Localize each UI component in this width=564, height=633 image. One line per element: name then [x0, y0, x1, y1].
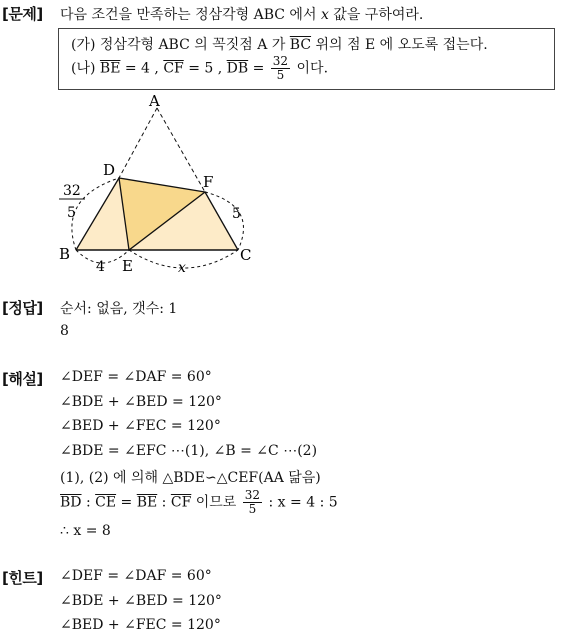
hint-label: [힌트]: [2, 569, 43, 587]
cond2-be: $\overline{BE}$: [99, 60, 121, 77]
label-b: B: [59, 245, 71, 263]
dashed-ad: [119, 108, 157, 178]
cond2-cf-val: = 5 ,: [183, 60, 227, 77]
sol6-colon1: :: [81, 494, 96, 511]
solution-line-6: [60, 489, 338, 516]
sol6-cf: $\overline{CF}$: [170, 494, 192, 511]
sol6-eq: =: [116, 494, 137, 511]
answer-line-2: 8: [60, 323, 69, 339]
solution-line-2: ∠BDE + ∠BED = 120°: [60, 394, 222, 410]
triangle-figure: [0, 0, 564, 290]
hint-line-1: ∠DEF = ∠DAF = 60°: [60, 568, 212, 584]
cond1-post: 위의 점 E 에 오도록 접는다.: [311, 37, 488, 53]
solution-line-7: ∴ x = 8: [60, 523, 111, 539]
cond2-pre: (나): [71, 60, 100, 77]
sol6-be: $\overline{BE}$: [136, 494, 158, 511]
label-f: F: [203, 173, 214, 191]
cond1-pre: (가) 정삼각형 ABC 의 꼭짓점 A 가: [71, 37, 290, 53]
cond2-db-eq: =: [248, 60, 269, 77]
label-d: D: [103, 161, 116, 179]
hint-line-2: ∠BDE + ∠BED = 120°: [60, 593, 222, 609]
cond2-db-num: 32: [272, 54, 289, 68]
statement-post: 값을 구하여라.: [328, 7, 424, 23]
sol6-fraction: [243, 489, 262, 516]
label-bd-num: 32: [63, 183, 81, 199]
answer-line-1: 순서: 없음, 갯수: 1: [60, 301, 178, 317]
statement-var: x: [320, 7, 329, 23]
sol6-bd: $\overline{BD}$: [60, 494, 82, 511]
label-c: C: [240, 246, 252, 264]
label-be: 4: [96, 259, 105, 275]
sol6-ce: $\overline{CE}$: [95, 494, 117, 511]
cond2-be-val: = 4 ,: [120, 60, 164, 77]
cond2-post: 이다.: [292, 60, 329, 77]
solution-line-1: ∠DEF = ∠DAF = 60°: [60, 369, 212, 385]
answer-label: [정답]: [2, 299, 43, 317]
solution-label: [해설]: [2, 370, 43, 388]
label-e: E: [122, 257, 133, 275]
label-bd-den: 5: [67, 205, 76, 221]
label-a: A: [149, 92, 160, 110]
sol6-num: 32: [244, 488, 261, 502]
cond1-bc: $\overline{BC}$: [289, 37, 312, 53]
solution-line-5: (1), (2) 에 의해 △BDE∽△CEF(AA 닮음): [60, 470, 321, 486]
problem-label: [문제]: [2, 5, 43, 23]
solution-line-4: ∠BDE = ∠EFC ⋯(1), ∠B = ∠C ⋯(2): [60, 443, 318, 459]
solution-line-3: ∠BED + ∠FEC = 120°: [60, 418, 221, 434]
cond2-cf: $\overline{CF}$: [163, 60, 184, 77]
dashed-af: [157, 108, 205, 192]
sol6-mid: 이므로: [191, 494, 241, 511]
cond2-db-den: 5: [276, 68, 285, 82]
sol6-den: 5: [248, 502, 257, 516]
label-ec: x: [178, 260, 186, 276]
hint-line-3: ∠BED + ∠FEC = 120°: [60, 617, 221, 633]
sol6-post: : x = 4 : 5: [264, 494, 338, 511]
cond2-db: $\overline{DB}$: [226, 60, 249, 77]
statement-pre: 다음 조건을 만족하는 정삼각형 ABC 에서: [60, 7, 321, 23]
label-cf: 5: [232, 206, 241, 222]
sol6-colon2: :: [157, 494, 171, 511]
